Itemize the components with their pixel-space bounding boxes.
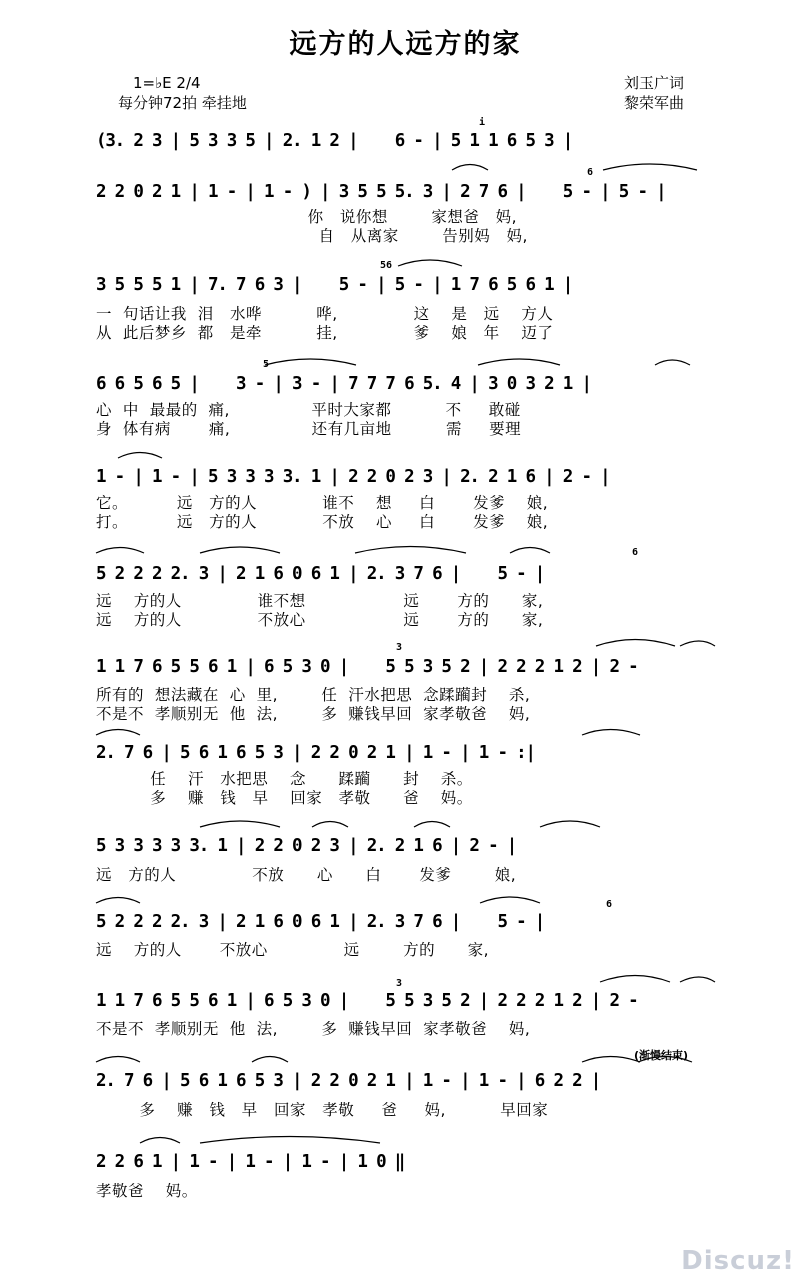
slur-arc — [200, 821, 280, 827]
lyric-line-4b: 身 体有病 痛, 还有几亩地 需 要理 — [96, 420, 522, 438]
lyric-line-12: 多 赚 钱 早 回家 孝敬 爸 妈, 早回家 — [96, 1101, 549, 1119]
rendition-mark: (渐慢结束) — [634, 1049, 689, 1062]
notation-line-10: 5 2 2 2 2. 3 | 2 1 6 0 6 1 | 2. 3 7 6 | 5 - | — [96, 912, 545, 932]
grace-note-7: 3 — [396, 642, 403, 653]
lyric-line-6b: 远 方的人 不放心 远 方的 家, — [96, 611, 544, 629]
grace-note-10: 6 — [606, 899, 613, 910]
song-title: 远方的人远方的家 — [289, 29, 522, 60]
slur-arc — [452, 165, 488, 171]
grace-note-4: 5 — [263, 359, 270, 370]
lyric-line-13: 孝敬爸 妈。 — [96, 1182, 198, 1200]
lyric-line-9: 远 方的人 不放 心 白 发爹 娘, — [96, 866, 517, 884]
composer-credit: 黎荣军曲 — [624, 94, 685, 112]
slur-arc — [96, 730, 140, 736]
slur-arc — [265, 359, 356, 365]
slur-arc — [655, 360, 690, 365]
slur-arc — [414, 822, 450, 828]
slur-arc — [118, 453, 162, 459]
lyric-line-7a: 所有的 想法藏在 心 里, 任 汗水把思 念蹂躏封 杀, — [96, 686, 531, 704]
slur-arc — [603, 164, 697, 170]
slur-arc — [680, 641, 715, 646]
notation-line-5: 1 - | 1 - | 5 3 3 3 3. 1 | 2 2 0 2 3 | 2. 2 1 6 | 2 - | — [96, 467, 610, 487]
grace-note-11: 3 — [396, 978, 403, 989]
slur-arc — [582, 730, 640, 736]
grace-note-2: 6 — [587, 167, 594, 178]
notation-line-4: 6 6 5 6 5 | 3 - | 3 - | 7 7 7 6 5. 4 | 3 0 3 2 1 | — [96, 374, 591, 394]
lyric-line-8b: 多 赚 钱 早 回家 孝敬 爸 妈。 — [96, 789, 473, 807]
slur-arc — [398, 260, 462, 266]
slur-arc — [140, 1138, 180, 1144]
slur-arc — [200, 547, 280, 553]
slur-arc — [582, 1057, 640, 1063]
slur-arc — [96, 1057, 140, 1063]
lyric-line-5a: 它。 远 方的人 谁不 想 白 发爹 娘, — [96, 494, 549, 512]
slur-arc — [478, 359, 560, 365]
notation-line-1: (3. 2 3 | 5 3 3 5 | 2. 1 2 | 6 - | 5 1 1 6 5 3 | — [96, 131, 573, 151]
slur-arc — [680, 977, 715, 982]
grace-note-1: i — [479, 117, 486, 128]
lyric-line-5b: 打。 远 方的人 不放 心 白 发爹 娘, — [96, 513, 549, 531]
slur-arc — [596, 640, 675, 647]
notation-line-6: 5 2 2 2 2. 3 | 2 1 6 0 6 1 | 2. 3 7 6 | 5 - | — [96, 564, 545, 584]
slur-arc — [510, 548, 550, 554]
notation-line-12: 2. 7 6 | 5 6 1 6 5 3 | 2 2 0 2 1 | 1 - | 1 - | 6 2 2 | — [96, 1071, 601, 1091]
lyric-line-2b: 自 从离家 告别妈 妈, — [96, 227, 528, 245]
slur-arc — [96, 548, 144, 554]
notation-line-13: 2 2 6 1 | 1 - | 1 - | 1 - | 1 0 ‖ — [96, 1152, 405, 1172]
grace-note-6: 6 — [632, 547, 639, 558]
notation-line-8: 2. 7 6 | 5 6 1 6 5 3 | 2 2 0 2 1 | 1 - | 1 - :| — [96, 743, 535, 763]
notation-line-3: 3 5 5 5 1 | 7. 7 6 3 | 5 - | 5 - | 1 7 6 5 6 1 | — [96, 275, 573, 295]
notation-line-7: 1 1 7 6 5 5 6 1 | 6 5 3 0 | 5 5 3 5 2 | 2 2 2 1 2 | 2 - — [96, 657, 647, 677]
slur-arc — [480, 897, 540, 903]
slur-arc — [355, 547, 466, 554]
notation-line-11: 1 1 7 6 5 5 6 1 | 6 5 3 0 | 5 5 3 5 2 | 2 2 2 1 2 | 2 - — [96, 991, 647, 1011]
slur-arc — [540, 821, 600, 827]
lyric-line-7b: 不是不 孝顺别无 他 法, 多 赚钱早回 家孝敬爸 妈, — [96, 705, 531, 723]
lyric-line-2a: 你 说你想 家想爸 妈, — [96, 208, 518, 226]
lyric-line-3a: 一 句话让我 泪 水哗 哗, 这 是 远 方人 — [96, 305, 554, 323]
lyric-line-11: 不是不 孝顺别无 他 法, 多 赚钱早回 家孝敬爸 妈, — [96, 1020, 531, 1038]
slur-arc — [600, 976, 670, 983]
lyric-line-10: 远 方的人 不放心 远 方的 家, — [96, 941, 490, 959]
slur-arc — [312, 822, 348, 828]
lyric-line-8a: 任 汗 水把思 念 蹂躏 封 杀。 — [96, 770, 473, 788]
watermark: Discuz! — [681, 1246, 795, 1276]
notation-line-2: 2 2 0 2 1 | 1 - | 1 - ) | 3 5 5 5. 3 | 2 7 6 | 5 - | 5 - | — [96, 182, 666, 202]
slur-arc — [200, 1137, 380, 1144]
slur-arc — [252, 1057, 288, 1063]
grace-note-3: 56 — [380, 260, 393, 271]
lyric-line-4a: 心 中 最最的 痛, 平时大家都 不 敢碰 — [96, 401, 521, 419]
tempo-marking: 每分钟72拍 牵挂地 — [118, 94, 247, 112]
lyric-line-6a: 远 方的人 谁不想 远 方的 家, — [96, 592, 544, 610]
notation-line-9: 5 3 3 3 3 3. 1 | 2 2 0 2 3 | 2. 2 1 6 | 2 - | — [96, 836, 517, 856]
lyric-line-3b: 从 此后梦乡 都 是牵 挂, 爹 娘 年 迈了 — [96, 324, 554, 342]
slur-arc — [96, 898, 140, 904]
lyricist-credit: 刘玉广词 — [624, 74, 685, 92]
key-time-signature: 1=♭E 2/4 — [133, 74, 201, 92]
